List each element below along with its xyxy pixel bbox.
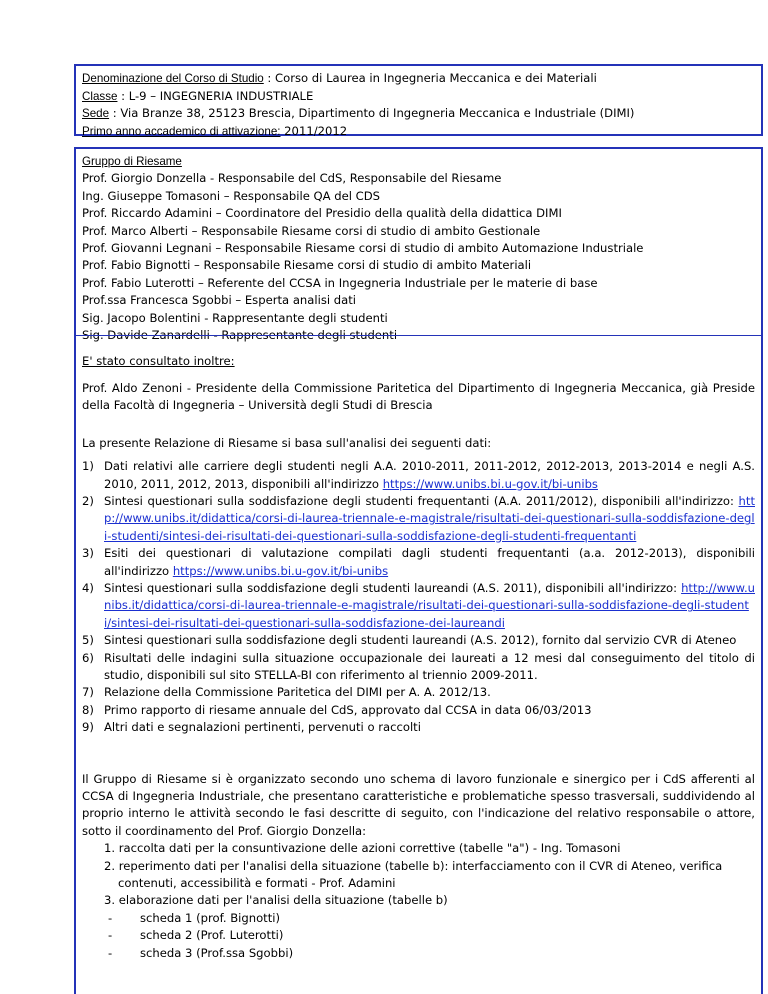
corso-label: Denominazione del Corso di Studio bbox=[82, 72, 264, 85]
dati-item: 3) Esiti dei questionari di valutazione compilati dagli studenti frequentanti (a.a. 2012-2013), disponibili all'indirizzo https://www.unibs.bi.u-gov.it/bi-unibs bbox=[82, 546, 755, 578]
dati-item: 2) Sintesi questionari sulla soddisfazione degli studenti frequentanti (A.A. 2011/2012), disponibili all'indirizzo: http://www.unibs.it/didattica/corsi-di-laurea-triennale-e-magistrale/risultati-dei-questionari-sulla-soddisfazione-degli-studenti/sintesi-dei-risultati-dei-questionari-sulla-soddisfazione-degli-studenti-frequentanti bbox=[82, 493, 755, 543]
consultato-text: Prof. Aldo Zenoni - Presidente della Commissione Paritetica del Dipartimento di Ingegneria Meccanica, già Preside della Facoltà di Ingegneria – Università degli Studi di Brescia bbox=[82, 380, 755, 413]
member-item: Prof. Fabio Bignotti – Responsabile Riesame corsi di studio di ambito Materiali bbox=[82, 258, 532, 273]
dati-list bbox=[82, 458, 755, 737]
dati-link[interactable]: https://www.unibs.bi.u-gov.it/bi-unibs bbox=[172, 563, 389, 578]
step-item: 2. reperimento dati per l'analisi della situazione (tabelle b): interfacciamento con il CVR di Ateneo, verifica contenuti, accessibilità e formati - Prof. Adamini bbox=[104, 858, 723, 891]
step-item: 3. elaborazione dati per l'analisi della situazione (tabelle b) bbox=[104, 893, 448, 908]
sede-value: : Via Branze 38, 25123 Brescia, Dipartimento di Ingegneria Meccanica e Industriale (DIMI) bbox=[109, 106, 635, 120]
sede-line bbox=[82, 105, 755, 123]
organizzazione-text: Il Gruppo di Riesame si è organizzato secondo uno schema di lavoro funzionale e sinergico per i CdS afferenti al CCSA di Ingegneria Industriale, che presentano caratteristiche e problematiche spesso trasversali, suddividendo al proprio interno le attività secondo le fasi descritte di seguito, con l'indicazione del relativo responsabile o attore, sotto il coordinamento del Prof. Giorgio Donzella: bbox=[82, 771, 755, 838]
dati-item: 1) Dati relativi alle carriere degli studenti negli A.A. 2010-2011, 2011-2012, 2012-2013, 2013-2014 e negli A.S. 2010, 2011, 2012, 2013, disponibili all'indirizzo https://www.unibs.bi.u-gov.it/bi-unibs bbox=[82, 459, 755, 491]
scheda-item: - scheda 1 (prof. Bignotti) bbox=[108, 910, 281, 925]
member-item: Prof. Riccardo Adamini – Coordinatore del Presidio della qualità della didattica DIMI bbox=[82, 206, 562, 221]
sede-label: Sede bbox=[82, 107, 110, 120]
corso-line bbox=[82, 70, 755, 88]
gruppo-members bbox=[82, 170, 755, 344]
classe-value: : L-9 – INGEGNERIA INDUSTRIALE bbox=[117, 88, 314, 103]
section-divider bbox=[76, 335, 761, 336]
dati-item: 5) Sintesi questionari sulla soddisfazione degli studenti laureandi (A.S. 2012), fornito dal servizio CVR di Ateneo bbox=[82, 633, 737, 648]
riesame-box bbox=[74, 147, 763, 994]
dati-item: 7) Relazione della Commissione Paritetica del DIMI per A. A. 2012/13. bbox=[82, 685, 491, 700]
scheda-item: - scheda 3 (Prof.ssa Sgobbi) bbox=[108, 945, 294, 960]
anno-value: 2011/2012 bbox=[280, 123, 348, 138]
dati-item: 8) Primo rapporto di riesame annuale del CdS, approvato dal CCSA in data 06/03/2013 bbox=[82, 702, 592, 717]
dati-intro: La presente Relazione di Riesame si basa sull'analisi dei seguenti dati: bbox=[82, 435, 492, 450]
member-item: Sig. Jacopo Bolentini - Rappresentante degli studenti bbox=[82, 310, 388, 325]
anno-label: Primo anno accademico di attivazione: bbox=[82, 124, 281, 138]
gruppo-title: Gruppo di Riesame bbox=[82, 155, 182, 168]
member-item: Ing. Giuseppe Tomasoni – Responsabile QA del CDS bbox=[82, 188, 381, 203]
member-item: Prof. Fabio Luterotti – Referente del CCSA in Ingegneria Industriale per le materie di base bbox=[82, 275, 598, 290]
classe-label: Classe bbox=[82, 89, 118, 103]
member-item: Prof. Marco Alberti – Responsabile Riesame corsi di studio di ambito Gestionale bbox=[82, 223, 541, 238]
dati-item: 6) Risultati delle indagini sulla situazione occupazionale dei laureati a 12 mesi dal conseguimento del titolo di studio, disponibili sul sito STELLA-BI con riferimento al triennio 2009-2011. bbox=[82, 650, 755, 682]
consultato-title: E' stato consultato inoltre: bbox=[82, 354, 235, 369]
classe-line bbox=[82, 88, 755, 106]
dati-link[interactable]: https://www.unibs.bi.u-gov.it/bi-unibs bbox=[382, 476, 598, 491]
member-item: Prof. Giovanni Legnani – Responsabile Riesame corsi di studio di ambito Automazione Industriale bbox=[82, 241, 644, 256]
member-item: Sig. Davide Zanardelli - Rappresentante degli studenti bbox=[82, 328, 398, 343]
dati-link[interactable]: http://www.unibs.it/didattica/corsi-di-laurea-triennale-e-magistrale/risultati-dei-questionari-sulla-soddisfazione-degli-studenti/sintesi-dei-risultati-dei-questionari-sulla-soddisfazione-degli-studenti-frequentanti bbox=[104, 493, 755, 543]
dati-item: 9) Altri dati e segnalazioni pertinenti, pervenuti o raccolti bbox=[82, 720, 421, 735]
anno-line bbox=[82, 123, 755, 141]
dati-link[interactable]: http://www.unibs.it/didattica/corsi-di-laurea-triennale-e-magistrale/risultati-dei-questionari-sulla-soddisfazione-degli-studenti/sintesi-dei-risultati-dei-questionari-sulla-soddisfazione-dei-laureandi bbox=[104, 580, 755, 630]
member-item: Prof. Giorgio Donzella - Responsabile del CdS, Responsabile del Riesame bbox=[82, 171, 502, 186]
member-item: Prof.ssa Francesca Sgobbi – Esperta analisi dati bbox=[82, 293, 356, 308]
scheda-item: - scheda 2 (Prof. Luterotti) bbox=[108, 928, 284, 943]
corso-value: : Corso di Laurea in Ingegneria Meccanica e dei Materiali bbox=[263, 71, 597, 85]
dati-item: 4) Sintesi questionari sulla soddisfazione degli studenti laureandi (A.S. 2011), disponibili all'indirizzo: http://www.unibs.it/didattica/corsi-di-laurea-triennale-e-magistrale/risultati-dei-questionari-sulla-soddisfazione-degli-studenti/sintesi-dei-risultati-dei-questionari-sulla-soddisfazione-dei-laureandi bbox=[82, 580, 755, 630]
step-item: 1. raccolta dati per la consuntivazione delle azioni correttive (tabelle "a") - Ing. Tomasoni bbox=[104, 841, 621, 856]
header-box bbox=[74, 64, 763, 136]
